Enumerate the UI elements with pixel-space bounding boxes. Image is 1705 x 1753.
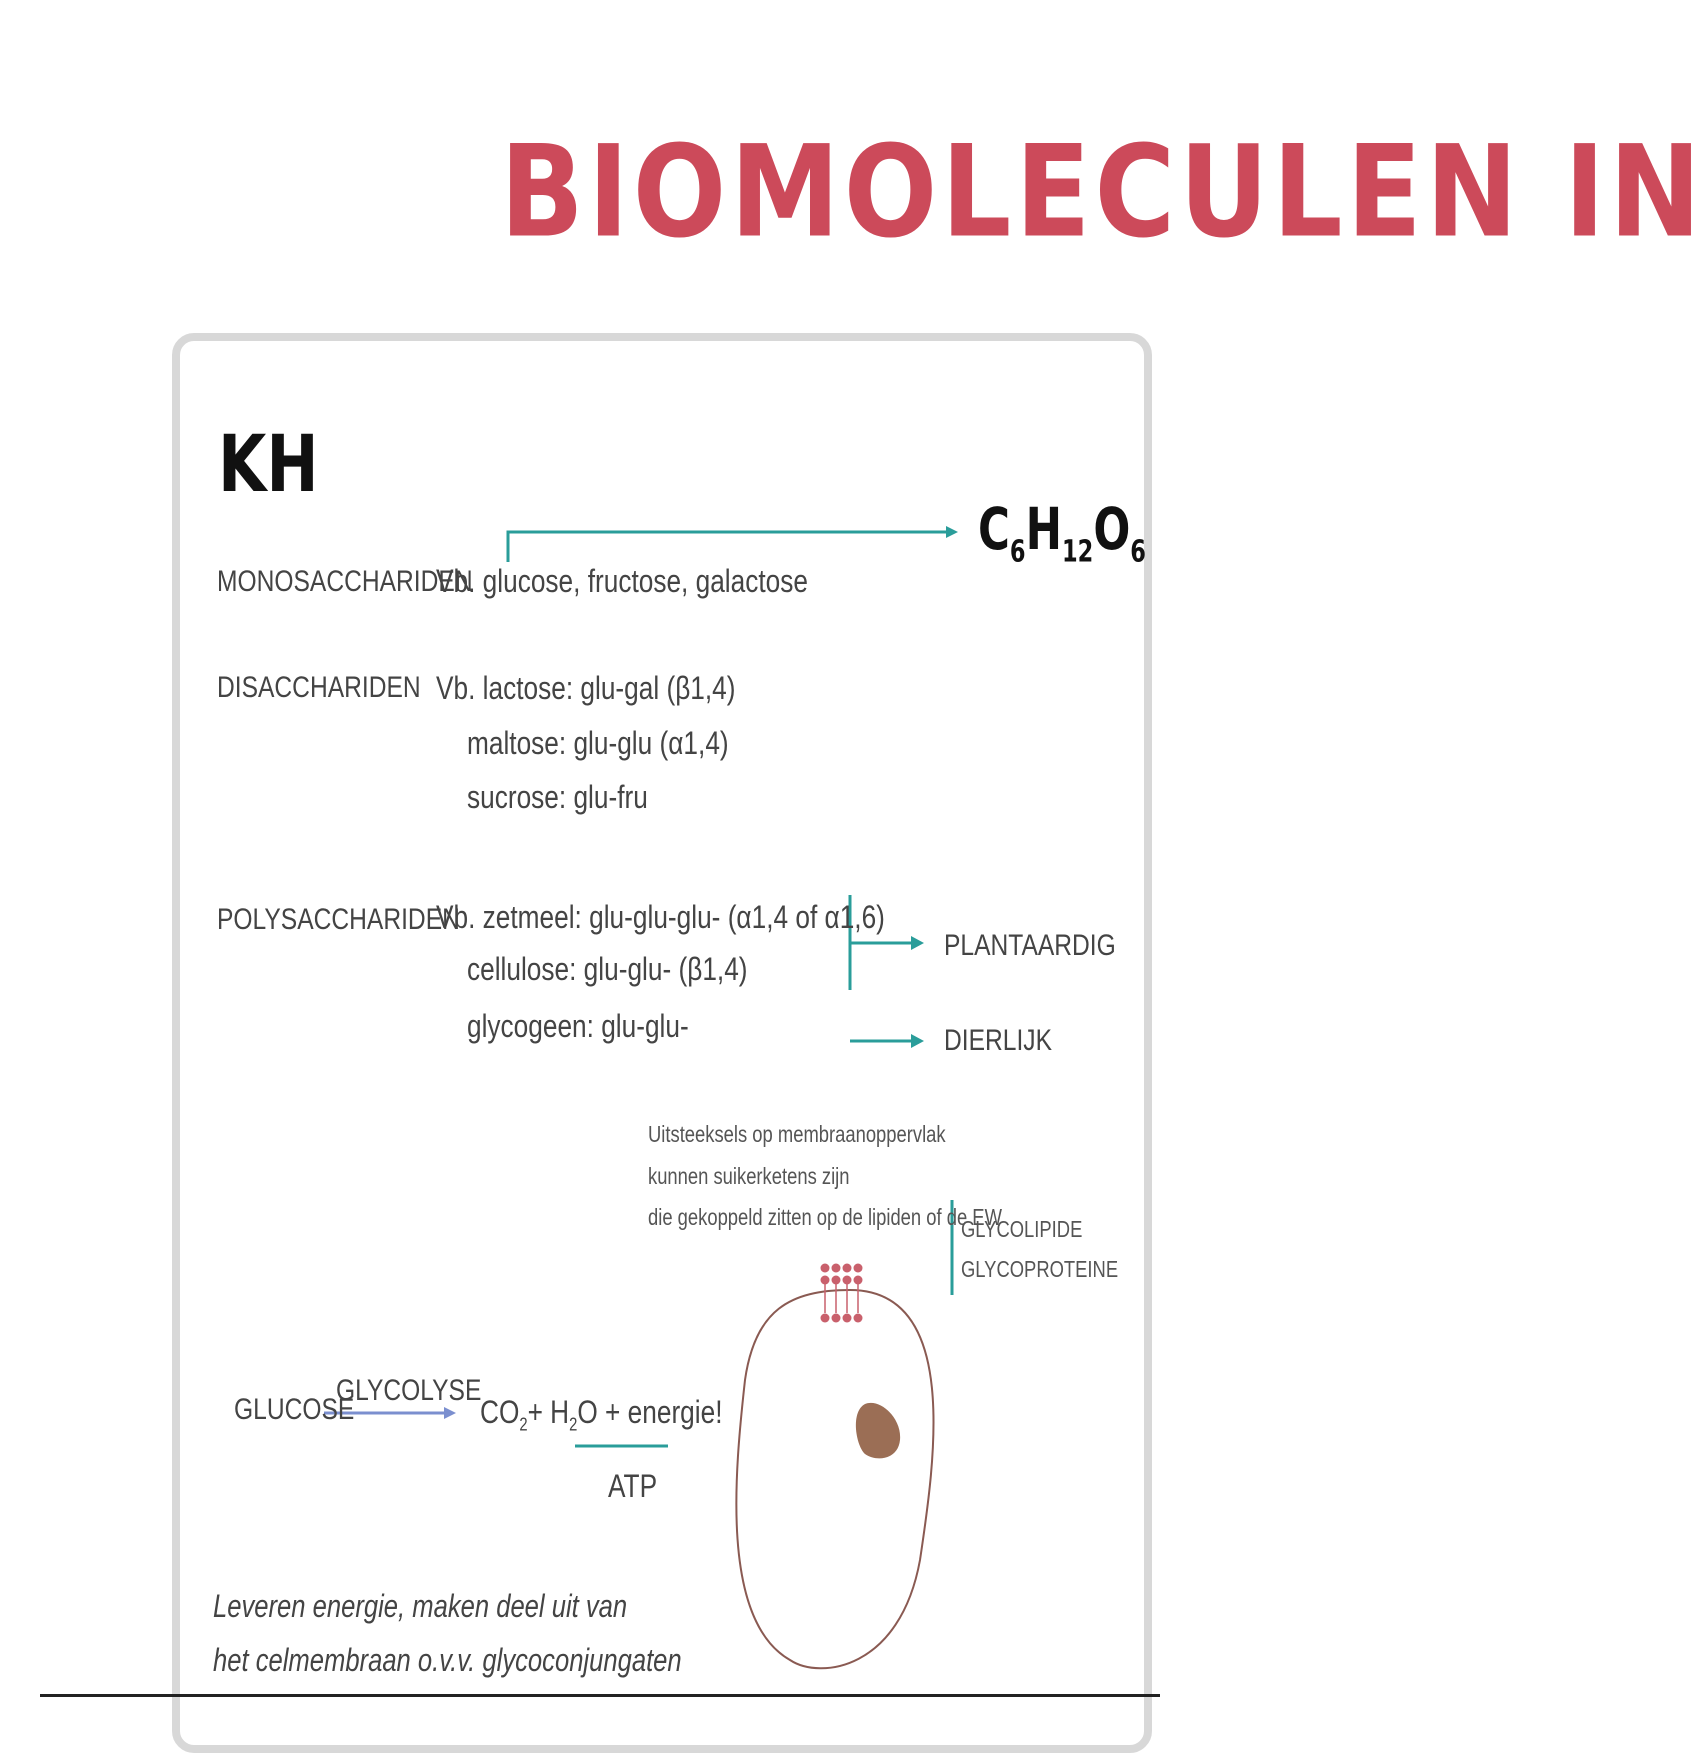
monosaccharides-label: MONOSACCHARIDEN: [217, 565, 473, 598]
mono-arrowhead: [946, 526, 958, 538]
glucose-label: GLUCOSE: [234, 1393, 355, 1426]
reaction-products: $CO_2+ H_2O$ + energie!: [480, 1394, 723, 1435]
atp-label: ATP: [608, 1468, 658, 1504]
membrane-sugar-chains: [821, 1264, 863, 1323]
disaccharides-line-2: maltose: glu-glu (α1,4): [467, 725, 729, 761]
summary-line-2: het celmembraan o.v.v. glycoconjungaten: [213, 1642, 682, 1678]
polysaccharides-line-2: cellulose: glu-glu- (β1,4): [467, 951, 748, 987]
polysaccharides-line-1: Vb. zetmeel: glu-glu-glu- (α1,4 of α1,6): [436, 899, 885, 935]
cell-outline: [736, 1290, 933, 1668]
plant-label: PLANTAARDIG: [944, 929, 1116, 962]
monosaccharides-example: Vb. glucose, fructose, galactose: [436, 563, 808, 599]
polysaccharides-label: POLYSACCHARIDEN: [217, 903, 460, 936]
animal-arrowhead: [911, 1034, 924, 1048]
page-title: BIOMOLECULEN IN: [500, 118, 1705, 266]
section-heading-kh: KH: [218, 420, 319, 510]
bottom-rule: [40, 1694, 1160, 1697]
disaccharides-line-1: Vb. lactose: glu-gal (β1,4): [436, 670, 736, 706]
animal-label: DIERLIJK: [944, 1024, 1053, 1057]
plant-arrowhead: [911, 936, 924, 950]
glucose-formula: $C_6H_{12}O_6$: [978, 495, 1146, 570]
membrane-note-line-3: die gekoppeld zitten op de lipiden of de EW: [648, 1204, 1002, 1230]
mono-formula-arrow: [508, 532, 952, 562]
glycoproteine-label: GLYCOPROTEINE: [961, 1256, 1119, 1282]
nucleus: [856, 1403, 900, 1458]
polysaccharides-line-3: glycogeen: glu-glu-: [467, 1008, 689, 1044]
disaccharides-label: DISACCHARIDEN: [217, 671, 421, 704]
membrane-note-line-2: kunnen suikerketens zijn: [648, 1163, 850, 1189]
membrane-lipid-tails: [825, 1284, 858, 1313]
glycolyse-label: GLYCOLYSE: [336, 1374, 482, 1407]
disaccharides-line-3: sucrose: glu-fru: [467, 779, 648, 815]
glycolyse-arrowhead: [444, 1407, 456, 1419]
summary-line-1: Leveren energie, maken deel uit van: [213, 1588, 628, 1624]
glycolipide-label: GLYCOLIPIDE: [961, 1216, 1083, 1242]
membrane-note-line-1: Uitsteeksels op membraanoppervlak: [648, 1121, 946, 1147]
